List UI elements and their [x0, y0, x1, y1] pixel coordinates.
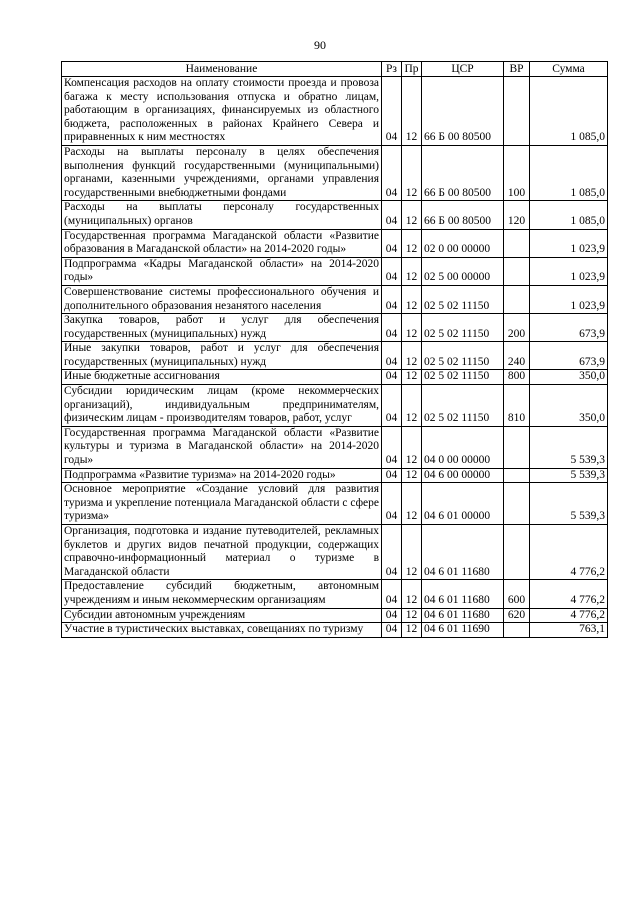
cell-rz: 04: [382, 145, 402, 200]
cell-rz: 04: [382, 285, 402, 313]
cell-rz: 04: [382, 229, 402, 257]
cell-name: Субсидии автономным учреждениям: [62, 608, 382, 623]
cell-csr: 02 5 02 11150: [422, 370, 504, 385]
header-sum: Сумма: [530, 62, 608, 77]
cell-sum: 1 023,9: [530, 257, 608, 285]
cell-name: Государственная программа Магаданской области «Развитие образования в Магаданской области» на 2014-2020 годы»: [62, 229, 382, 257]
cell-rz: 04: [382, 580, 402, 608]
cell-csr: 04 6 01 00000: [422, 483, 504, 525]
cell-pr: 12: [402, 468, 422, 483]
cell-sum: 1 023,9: [530, 229, 608, 257]
cell-pr: 12: [402, 580, 422, 608]
cell-name: Участие в туристических выставках, совещаниях по туризму: [62, 623, 382, 638]
cell-sum: 350,0: [530, 370, 608, 385]
cell-name: Предоставление субсидий бюджетным, автономным учреждениям и иным некоммерческим организациям: [62, 580, 382, 608]
header-csr: ЦСР: [422, 62, 504, 77]
cell-rz: 04: [382, 370, 402, 385]
cell-csr: 02 5 02 11150: [422, 314, 504, 342]
cell-pr: 12: [402, 623, 422, 638]
cell-vr: [504, 623, 530, 638]
cell-sum: 1 023,9: [530, 285, 608, 313]
cell-rz: 04: [382, 314, 402, 342]
table-row: [62, 468, 608, 483]
budget-table: [61, 61, 608, 638]
cell-name: Расходы на выплаты персоналу в целях обеспечения выполнения функций государственными (муниципальными) органами, казенными учреждениями, органами управления государственными внебюджетными фондами: [62, 145, 382, 200]
cell-vr: 200: [504, 314, 530, 342]
table-row: [62, 370, 608, 385]
cell-csr: 04 6 01 11680: [422, 608, 504, 623]
table-row: [62, 483, 608, 525]
cell-pr: 12: [402, 314, 422, 342]
table-row: [62, 201, 608, 229]
cell-rz: 04: [382, 525, 402, 580]
cell-rz: 04: [382, 468, 402, 483]
cell-vr: [504, 257, 530, 285]
cell-vr: [504, 483, 530, 525]
cell-name: Иные закупки товаров, работ и услуг для обеспечения государственных (муниципальных) нужд: [62, 342, 382, 370]
cell-rz: 04: [382, 483, 402, 525]
cell-rz: 04: [382, 257, 402, 285]
cell-name: Компенсация расходов на оплату стоимости проезда и провоза багажа к месту использования отпуска и обратно лицам, работающим в организациях, финансируемых из областного бюджета, расположенных в районах Крайнего Севера и приравненных к ним местностях: [62, 77, 382, 146]
table-row: [62, 342, 608, 370]
cell-pr: 12: [402, 342, 422, 370]
cell-sum: 1 085,0: [530, 201, 608, 229]
table-row: [62, 77, 608, 146]
table-row: [62, 229, 608, 257]
table-row: [62, 285, 608, 313]
cell-rz: 04: [382, 608, 402, 623]
cell-csr: 66 Б 00 80500: [422, 145, 504, 200]
table-row: [62, 623, 608, 638]
cell-vr: [504, 229, 530, 257]
cell-name: Подпрограмма «Кадры Магаданской области» на 2014-2020 годы»: [62, 257, 382, 285]
cell-pr: 12: [402, 201, 422, 229]
table-row: [62, 580, 608, 608]
cell-name: Иные бюджетные ассигнования: [62, 370, 382, 385]
cell-sum: 763,1: [530, 623, 608, 638]
cell-csr: 04 0 00 00000: [422, 426, 504, 468]
cell-sum: 5 539,3: [530, 468, 608, 483]
cell-rz: 04: [382, 342, 402, 370]
cell-csr: 02 5 02 11150: [422, 285, 504, 313]
table-row: [62, 145, 608, 200]
cell-pr: 12: [402, 483, 422, 525]
cell-pr: 12: [402, 285, 422, 313]
cell-name: Подпрограмма «Развитие туризма» на 2014-2020 годы»: [62, 468, 382, 483]
cell-name: Субсидии юридическим лицам (кроме некоммерческих организаций), индивидуальным предпринимателям, физическим лицам - производителям товаров, работ, услуг: [62, 385, 382, 427]
cell-csr: 04 6 00 00000: [422, 468, 504, 483]
cell-csr: 66 Б 00 80500: [422, 201, 504, 229]
cell-vr: [504, 426, 530, 468]
cell-vr: 810: [504, 385, 530, 427]
cell-vr: 120: [504, 201, 530, 229]
cell-csr: 04 6 01 11680: [422, 580, 504, 608]
cell-rz: 04: [382, 201, 402, 229]
cell-sum: 5 539,3: [530, 483, 608, 525]
cell-csr: 04 6 01 11680: [422, 525, 504, 580]
cell-vr: 600: [504, 580, 530, 608]
cell-vr: 100: [504, 145, 530, 200]
cell-csr: 66 Б 00 80500: [422, 77, 504, 146]
cell-vr: 800: [504, 370, 530, 385]
cell-vr: [504, 77, 530, 146]
cell-csr: 02 5 02 11150: [422, 385, 504, 427]
header-rz: Рз: [382, 62, 402, 77]
cell-pr: 12: [402, 385, 422, 427]
cell-rz: 04: [382, 77, 402, 146]
cell-vr: [504, 285, 530, 313]
cell-name: Организация, подготовка и издание путеводителей, рекламных буклетов и других видов печатной продукции, содержащих справочно-информационный материал о туризме в Магаданской области: [62, 525, 382, 580]
cell-pr: 12: [402, 145, 422, 200]
cell-vr: [504, 525, 530, 580]
cell-csr: 04 6 01 11690: [422, 623, 504, 638]
cell-sum: 673,9: [530, 342, 608, 370]
header-pr: Пр: [402, 62, 422, 77]
cell-sum: 1 085,0: [530, 77, 608, 146]
cell-pr: 12: [402, 229, 422, 257]
cell-rz: 04: [382, 426, 402, 468]
cell-vr: [504, 468, 530, 483]
table-row: [62, 426, 608, 468]
cell-vr: 620: [504, 608, 530, 623]
cell-pr: 12: [402, 426, 422, 468]
table-row: [62, 608, 608, 623]
cell-csr: 02 5 00 00000: [422, 257, 504, 285]
cell-sum: 1 085,0: [530, 145, 608, 200]
table-header: [62, 62, 608, 77]
cell-name: Закупка товаров, работ и услуг для обеспечения государственных (муниципальных) нужд: [62, 314, 382, 342]
header-row: [62, 62, 608, 77]
cell-sum: 350,0: [530, 385, 608, 427]
cell-name: Расходы на выплаты персоналу государственных (муниципальных) органов: [62, 201, 382, 229]
cell-rz: 04: [382, 623, 402, 638]
cell-sum: 4 776,2: [530, 580, 608, 608]
header-vr: ВР: [504, 62, 530, 77]
table-row: [62, 314, 608, 342]
table-row: [62, 385, 608, 427]
cell-pr: 12: [402, 370, 422, 385]
cell-sum: 673,9: [530, 314, 608, 342]
cell-rz: 04: [382, 385, 402, 427]
cell-sum: 5 539,3: [530, 426, 608, 468]
cell-name: Основное мероприятие «Создание условий для развития туризма и укрепление потенциала Магаданской области с сфере туризма»: [62, 483, 382, 525]
cell-sum: 4 776,2: [530, 525, 608, 580]
cell-pr: 12: [402, 525, 422, 580]
cell-vr: 240: [504, 342, 530, 370]
table-row: [62, 525, 608, 580]
cell-name: Государственная программа Магаданской области «Развитие культуры и туризма в Магаданской области» на 2014-2020 годы»: [62, 426, 382, 468]
cell-name: Совершенствование системы профессионального обучения и дополнительного образования незанятого населения: [62, 285, 382, 313]
cell-pr: 12: [402, 608, 422, 623]
page-number: 90: [314, 38, 326, 52]
table-row: [62, 257, 608, 285]
cell-pr: 12: [402, 257, 422, 285]
cell-csr: 02 5 02 11150: [422, 342, 504, 370]
header-name: Наименование: [62, 62, 382, 77]
cell-sum: 4 776,2: [530, 608, 608, 623]
cell-csr: 02 0 00 00000: [422, 229, 504, 257]
cell-pr: 12: [402, 77, 422, 146]
table-body: [62, 77, 608, 638]
